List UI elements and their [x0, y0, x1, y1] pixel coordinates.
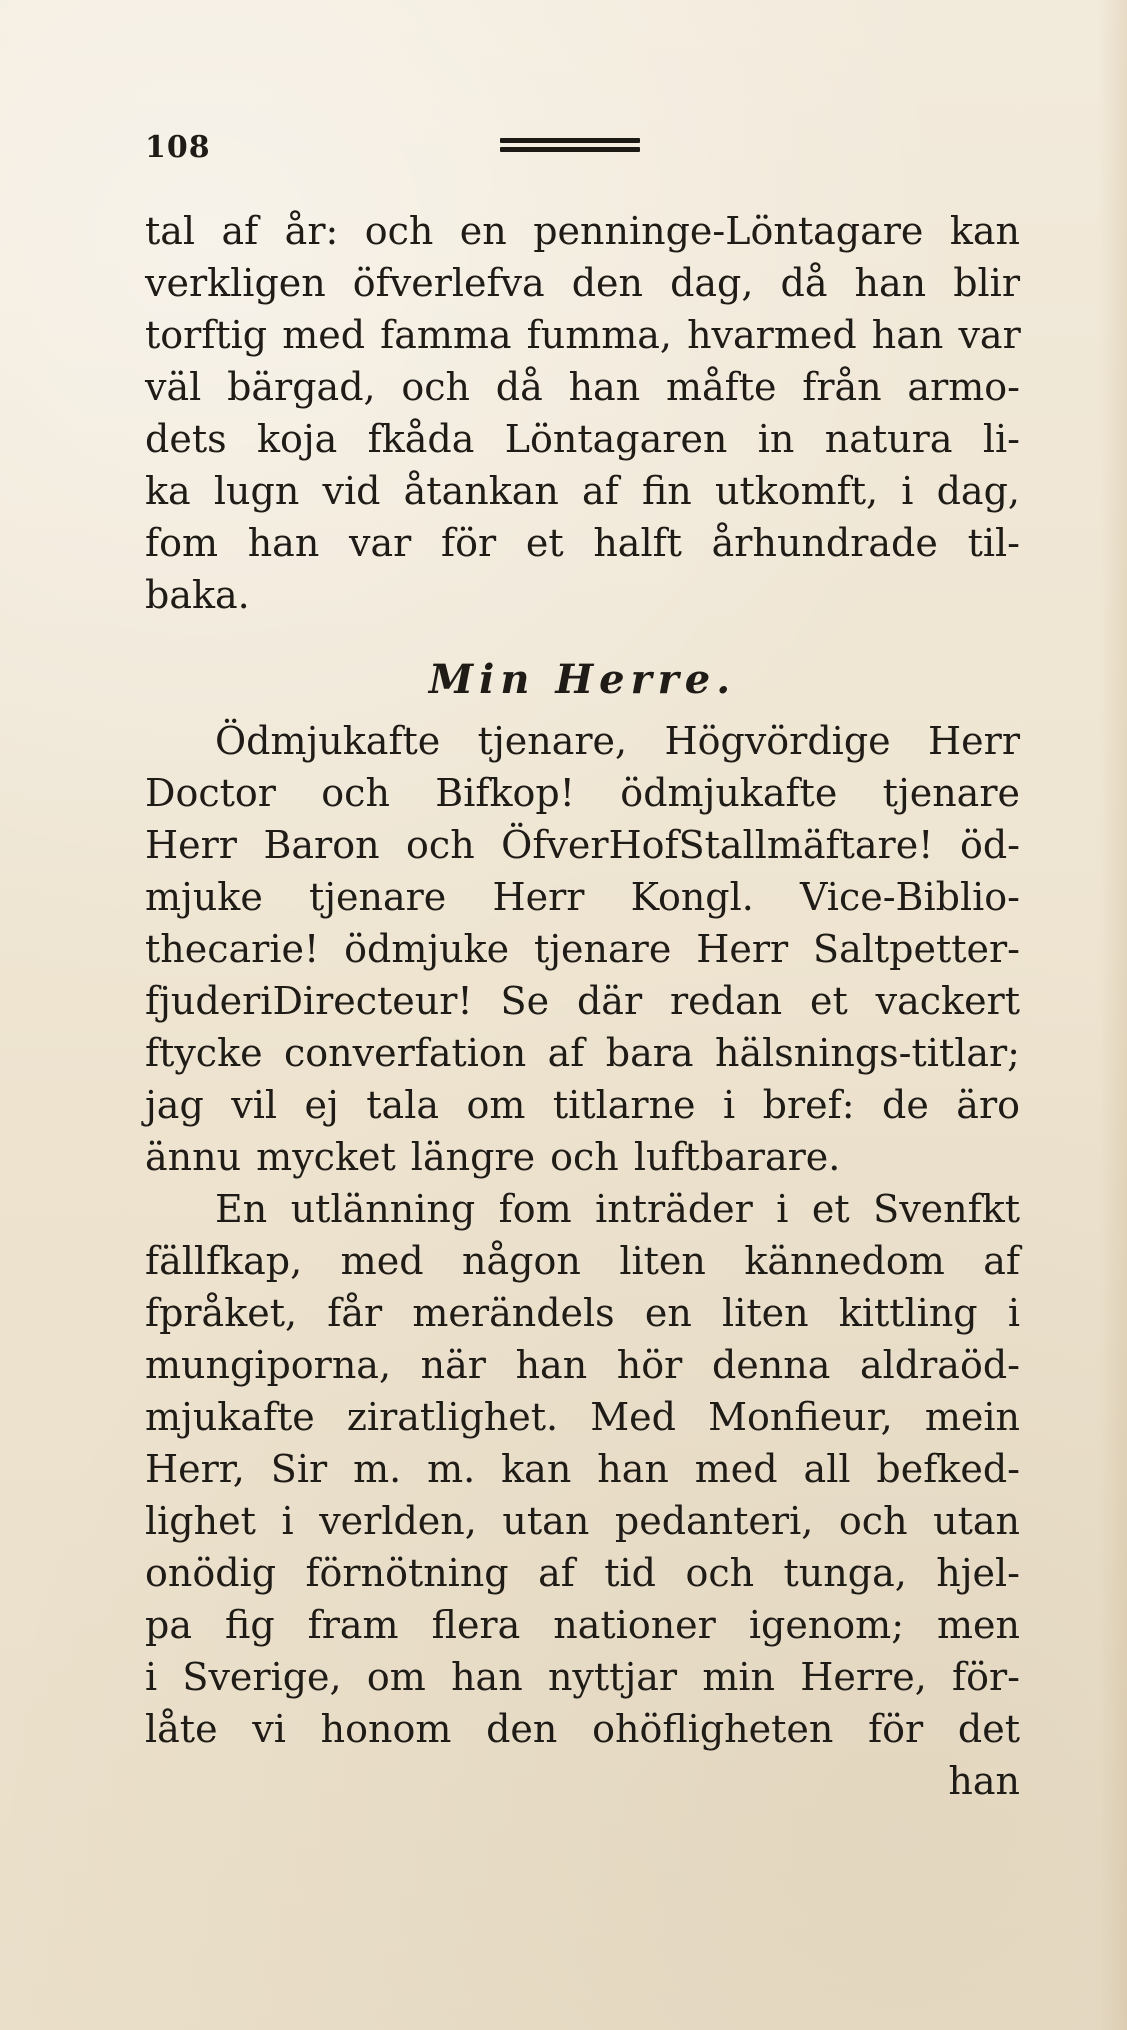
text-line: ka lugn vid åtankan af fin utkomft, i dag,: [145, 469, 1020, 513]
text-line: Doctor och Bifkop! ödmjukafte tjenare: [145, 771, 1020, 815]
text-line: ännu mycket längre och luftbarare.: [145, 1135, 841, 1179]
text-line: mjuke tjenare Herr Kongl. Vice-Biblio-: [145, 875, 1020, 919]
text-line: dets koja fkåda Löntagaren in natura li-: [145, 417, 1020, 461]
text-line: i Sverige, om han nyttjar min Herre, för-: [145, 1655, 1020, 1699]
text-line: torftig med famma fumma, hvarmed han var: [145, 313, 1021, 357]
text-line: mungiporna, när han hör denna aldraöd-: [145, 1343, 1020, 1387]
text-line: Ödmjukafte tjenare, Högvördige Herr: [215, 719, 1020, 763]
text-line: väl bärgad, och då han måfte från armo-: [145, 365, 1020, 409]
page-edge-shadow: [1099, 0, 1127, 2030]
text-line: baka.: [145, 573, 250, 617]
text-line: låte vi honom den ohöfligheten för det: [145, 1707, 1020, 1751]
text-line: fpråket, får merändels en liten kittling i: [145, 1291, 1020, 1335]
paragraph-3: [145, 1183, 1020, 1807]
catchword: han: [948, 1759, 1020, 1803]
text-line: jag vil ej tala om titlarne i bref: de äro: [145, 1083, 1020, 1127]
text-line: fällfkap, med någon liten kännedom af: [145, 1239, 1020, 1283]
text-line: verkligen öfverlefva den dag, då han blir: [145, 261, 1020, 305]
page-number: 108: [145, 130, 211, 165]
text-line: fom han var för et halft århundrade til-: [145, 521, 1020, 565]
page-header: [145, 130, 962, 170]
text-line: fjuderiDirecteur! Se där redan et vackert: [145, 979, 1020, 1023]
paragraph-1: [145, 205, 1020, 621]
text-line: tal af år: och en penninge-Löntagare kan: [145, 209, 1020, 253]
section-heading: Min Herre.: [428, 656, 737, 703]
paragraph-2: [145, 715, 1020, 1183]
text-line: lighet i verlden, utan pedanteri, och utan: [145, 1499, 1020, 1543]
text-line: Herr Baron och ÖfverHofStallmäftare! öd-: [145, 823, 1020, 867]
text-line: onödig förnötning af tid och tunga, hjel-: [145, 1551, 1020, 1595]
header-rule-ornament: [500, 138, 640, 156]
text-line: mjukafte ziratlighet. Med Monfieur, mein: [145, 1395, 1020, 1439]
text-line: thecarie! ödmjuke tjenare Herr Saltpetter-: [145, 927, 1020, 971]
text-line: En utlänning fom inträder i et Svenfkt: [215, 1187, 1020, 1231]
text-line: ftycke converfation af bara hälsnings-titlar;: [145, 1031, 1020, 1075]
text-line: pa fig fram flera nationer igenom; men: [145, 1603, 1020, 1647]
page-body: [145, 205, 1020, 1807]
text-line: Herr, Sir m. m. kan han med all befked-: [145, 1447, 1020, 1491]
